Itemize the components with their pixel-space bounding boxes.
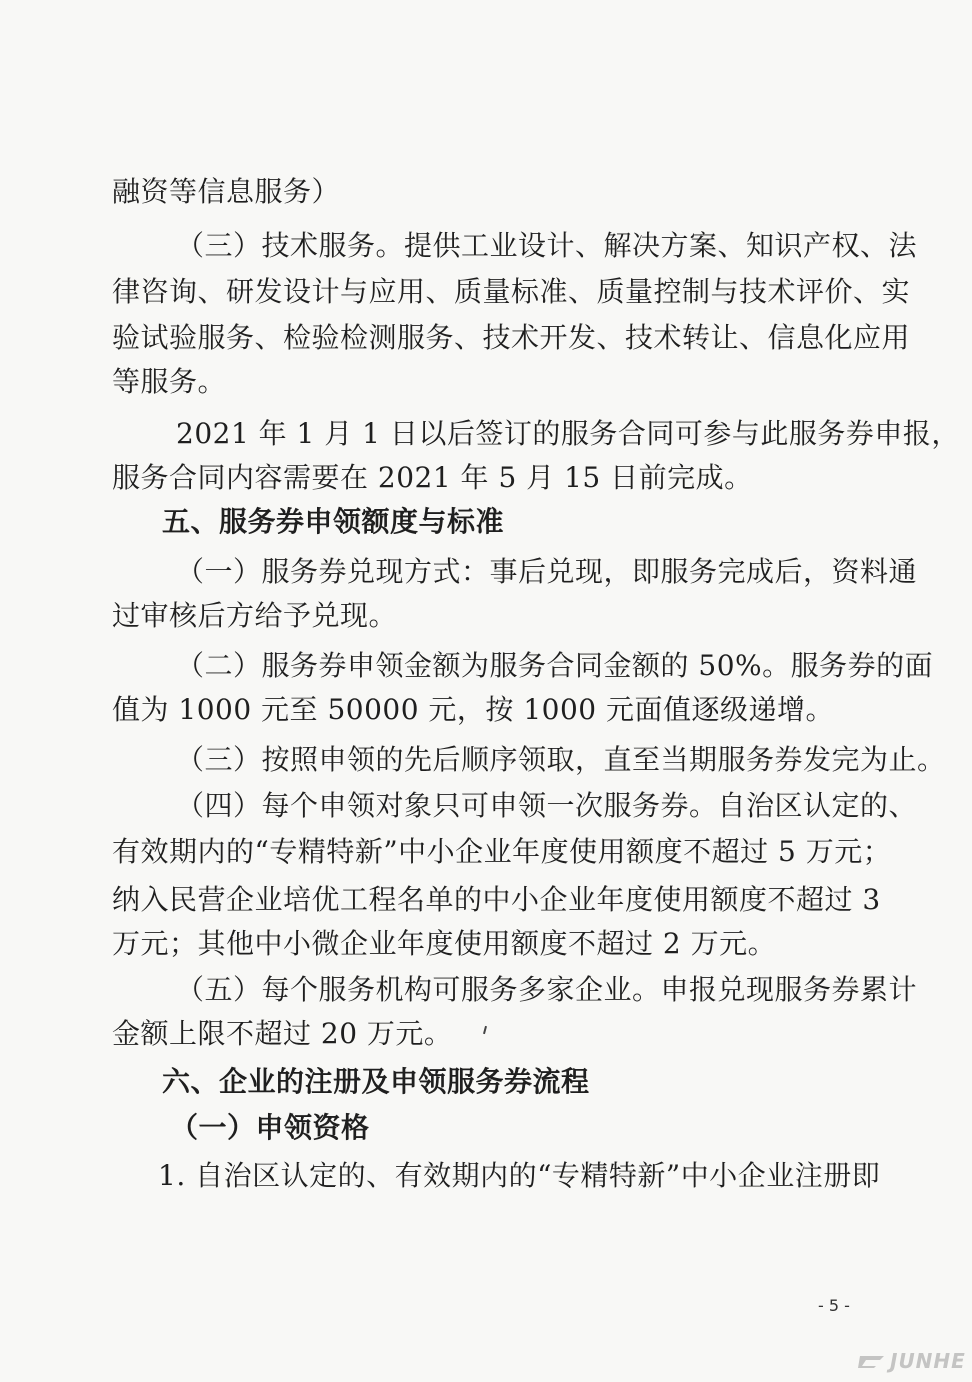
body-line-15: 纳入民营企业培优工程名单的中小企业年度使用额度不超过 3 — [112, 883, 881, 916]
body-line-13: （四）每个申领对象只可申领一次服务券。自治区认定的、 — [176, 789, 918, 822]
body-line-4: 验试验服务、检验检测服务、技术开发、技术转让、信息化应用 — [112, 321, 911, 354]
body-line-9: 过审核后方给予兑现。 — [112, 599, 398, 632]
body-line-19: 1. 自治区认定的、有效期内的“专精特新”中小企业注册即 — [158, 1159, 881, 1192]
body-line-17: （五）每个服务机构可服务多家企业。申报兑现服务券累计 — [176, 973, 918, 1006]
watermark-text: JUNHE — [890, 1349, 966, 1373]
watermark-logo-icon — [858, 1352, 886, 1370]
subsection-heading: （一）申领资格 — [170, 1111, 370, 1144]
body-line-5: 等服务。 — [112, 365, 227, 398]
body-line-14: 有效期内的“专精特新”中小企业年度使用额度不超过 5 万元； — [112, 835, 892, 868]
body-line-3: 律咨询、研发设计与应用、质量标准、质量控制与技术评价、实 — [112, 275, 911, 308]
body-line-18: 金额上限不超过 20 万元。 — [112, 1017, 453, 1050]
page-number: - 5 - — [818, 1296, 850, 1315]
body-line-10: （二）服务券申领金额为服务合同金额的 50%。服务券的面 — [176, 649, 934, 682]
body-line-7: 服务合同内容需要在 2021 年 5 月 15 日前完成。 — [112, 461, 753, 494]
body-line-11: 值为 1000 元至 50000 元，按 1000 元面值逐级递增。 — [112, 693, 834, 726]
body-line-8: （一）服务券兑现方式：事后兑现，即服务完成后，资料通 — [176, 555, 918, 588]
watermark — [858, 1348, 966, 1374]
body-line-6: 2021 年 1 月 1 日以后签订的服务合同可参与此服务券申报， — [176, 417, 960, 450]
body-line-2: （三）技术服务。提供工业设计、解决方案、知识产权、法 — [176, 229, 918, 262]
body-line-12: （三）按照申领的先后顺序领取，直至当期服务券发完为止。 — [176, 743, 946, 776]
section-heading-6: 六、企业的注册及申领服务券流程 — [162, 1065, 590, 1098]
section-heading-5: 五、服务券申领额度与标准 — [162, 505, 505, 538]
body-line-16: 万元；其他中小微企业年度使用额度不超过 2 万元。 — [112, 927, 777, 960]
body-line-1: 融资等信息服务） — [112, 175, 341, 208]
